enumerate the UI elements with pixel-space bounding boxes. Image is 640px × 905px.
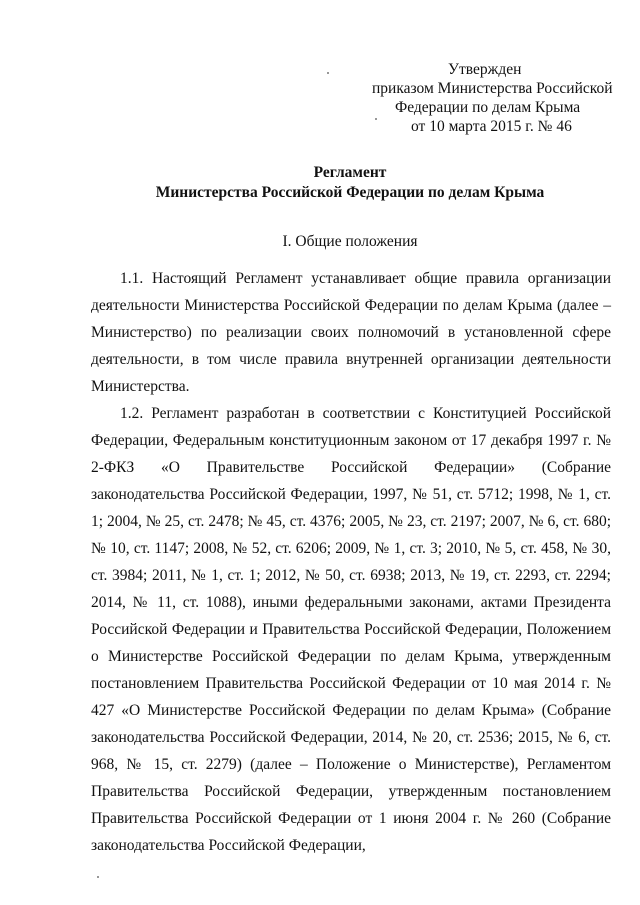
scan-speck [327, 72, 329, 74]
approval-block [340, 60, 620, 136]
scan-speck [375, 118, 377, 120]
approval-line: приказом Министерства Российской [372, 80, 613, 97]
approval-line: от 10 марта 2015 г. № 46 [411, 118, 572, 135]
approval-line: Федерации по делам Крыма [395, 99, 581, 116]
scan-speck [97, 876, 99, 878]
document-title [0, 163, 640, 203]
paragraph-1-2: 1.2. Регламент разработан в соответствии с Конституцией Российской Федерации, Федеральным конституционным законом от 17 декабря 1997 г. № 2-ФКЗ «О Правительстве Российской Федерации» (Собрание законодательства Российской Федерации, 1997, № 51, ст. 5712; 1998, № 1, ст. 1; 2004, № 25, ст. 2478; № 45, ст. 4376; 2005, № 23, ст. 2197; 2007, № 6, ст. 680; № 10, ст. 1147; 2008, № 52, ст. 6206; 2009, № 1, ст. 3; 2010, № 5, ст. 458, № 30, ст. 3984; 2011, № 1, ст. 1; 2012, № 50, ст. 6938; 2013, № 19, ст. 2293, ст. 2294; 2014, № 11, ст. 1088), иными федеральными законами, актами Президента Российской Федерации и Правительства Российской Федерации, Положением о Министерстве Российской Федерации по делам Крыма, утвержденным постановлением Правительства Российской Федерации от 10 мая 2014 г. № 427 «О Министерстве Российской Федерации по делам Крыма» (Собрание законодательства Российской Федерации, 2014, № 20, ст. 2536; 2015, № 6, ст. 968, № 15, ст. 2279) (далее – Положение о Министерстве), Регламентом Правительства Российской Федерации, утвержденным постановлением Правительства Российской Федерации от 1 июня 2004 г. № 260 (Собрание законодательства Российской Федерации, [91, 405, 611, 854]
section-heading: I. Общие положения [282, 233, 418, 250]
title-line-2: Министерства Российской Федерации по делам Крыма [155, 184, 545, 201]
document-body [91, 265, 611, 859]
approval-line: Утвержден [448, 61, 522, 78]
title-line-1: Регламент [313, 164, 387, 181]
paragraph-1-1: 1.1. Настоящий Регламент устанавливает общие правила организации деятельности Министерства Российской Федерации по делам Крыма (далее – Министерство) по реализации своих полномочий в установленной сфере деятельности, в том числе правила внутренней организации деятельности Министерства. [91, 270, 611, 395]
